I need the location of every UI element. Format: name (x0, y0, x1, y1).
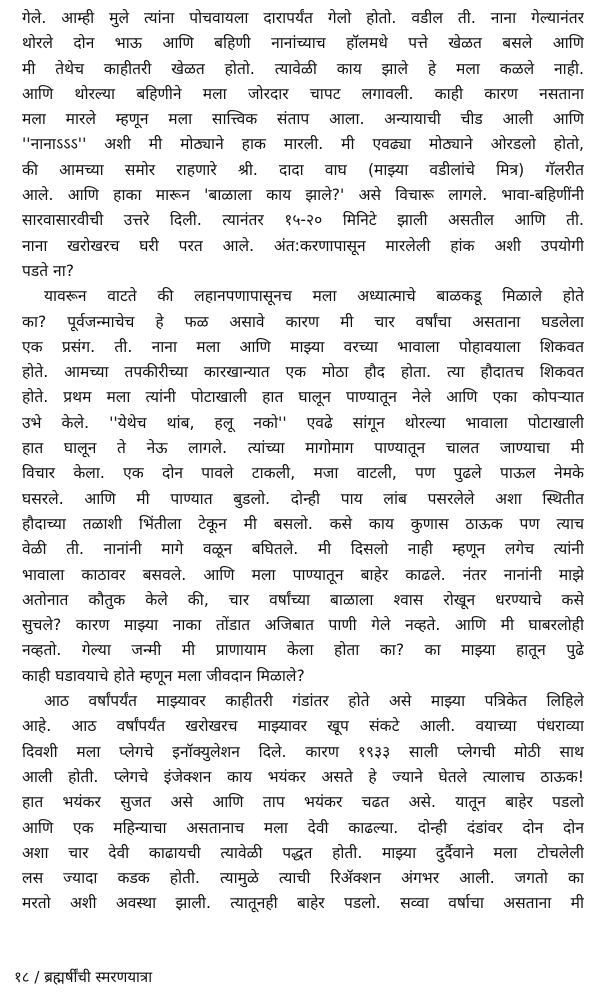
text-line: अशा चार देवी काढायची त्यावेळी पद्धत होती. माझ्या दुर्दैवाने मला टोचलेली (22, 843, 584, 862)
text-line: मला मारले म्हणून मला सात्त्विक संताप आला. अन्यायाची चीड आली आणि (22, 110, 584, 129)
paragraph-3 (22, 689, 584, 917)
page-body (22, 6, 584, 917)
text-line: सुचले? कारण माझ्या नाका तोंडात अजिबात पाणी गेले नव्हते. आणि मी घाबरलोही (22, 616, 584, 635)
page-footer (14, 966, 152, 988)
book-title: ब्रह्मर्षींची स्मरणयात्रा (44, 968, 153, 986)
paragraph-2 (22, 284, 584, 689)
text-line: आठ वर्षांपर्यंत माझ्यावर काहीतरी गंडांतर होते असे माझ्या पत्रिकेत लिहिले (44, 692, 584, 711)
text-line: घसरले. आणि मी पाण्यात बुडलो. दोन्ही पाय लांब पसरलेले अशा स्थितीत (22, 489, 584, 508)
page-number: १८ (14, 968, 30, 986)
text-line: उभे केले. ''येथेच थांब, हलू नको'' एवढे सांगून थोरल्या भावाला पोटाखाली (22, 413, 584, 432)
text-line: मी तेथेच काहीतरी खेळत होतो. त्यावेळी काय झाले हे मला कळले नाही. (22, 59, 584, 78)
footer-separator: / (34, 968, 40, 986)
text-line: दिवशी मला प्लेगचे इनॉक्युलेशन दिले. कारण १९३३ साली प्लेगची मोठी साथ (22, 742, 584, 761)
text-line: आली होती. प्लेगचे इंजेक्शन काय भयंकर असते हे ज्याने घेतले त्यालाच ठाऊक! (22, 767, 584, 786)
text-line: गेले. आम्ही मुले त्यांना पोचवायला दारापर्यंत गेलो होतो. वडील ती. नाना गेल्यानंतर (22, 9, 584, 27)
text-line: होते. प्रथम मला त्यांनी पोटाखाली हात घालून पाण्यातून नेले आणि एका कोपऱ्यात (22, 388, 584, 407)
text-line: अतोनात कौतुक केले की, चार वर्षांच्या बाळाला श्वास रोखून धरण्याचे कसे (22, 590, 584, 609)
text-line: थोरले दोन भाऊ आणि बहिणी नानांच्याच हॉलमधे पत्ते खेळत बसले आणि (22, 34, 584, 53)
text-line: यावरून वाटते की लहानपणापासूनच मला अध्यात्माचे बाळकडू मिळाले होते (44, 287, 584, 306)
paragraph-1 (22, 6, 584, 284)
text-line: आहे. आठ वर्षांपर्यंत खरोखरच माझ्यावर खूप संकटे आली. वयाच्या पंधराव्या (22, 717, 584, 736)
text-line: आणि एक महिन्याचा असतानाच मला देवी काढल्या. दोन्ही दंडांवर दोन दोन (22, 818, 584, 837)
text-line: पडते ना? (22, 261, 75, 280)
text-line: विचार केला. एक दोन पावले टाकली, मजा वाटली, पण पुढले पाऊल नेमके (22, 464, 584, 483)
text-line: काही घडावयाचे होते म्हणून मला जीवदान मिळाले? (22, 666, 305, 685)
text-line: होते. आमच्या तपकीरीच्या कारखान्यात एक मोठा हौद होता. त्या हौदातच शिकवत (22, 363, 584, 382)
text-line: की आमच्या समोर राहणारे श्री. दादा वाघ (माझ्या वडीलांचे मित्र) गॅलरीत (22, 160, 584, 179)
text-line: भावाला काठावर बसवले. आणि मला पाण्यातून बाहेर काढले. नंतर नानांनी माझे (22, 565, 584, 584)
text-line: वेळी ती. नानांनी मागे वळून बघितले. मी दिसलो नाही म्हणून लगेच त्यांनी (22, 540, 584, 559)
text-line: ''नानाऽऽऽ'' अशी मी मोठ्याने हाक मारली. मी एवढ्या मोठ्याने ओरडलो होतो, (22, 135, 584, 154)
text-line: नव्हतो. गेल्या जन्मी मी प्राणायाम केला होता का? का माझ्या हातून पुढे (22, 641, 584, 660)
text-line: आणि थोरल्या बहिणीने मला जोरदार चापट लगावली. काही कारण नसताना (22, 84, 584, 103)
text-line: सारवासारवीची उत्तरे दिली. त्यानंतर १५-२० मिनिटे झाली असतील आणि ती. (22, 211, 584, 230)
text-line: हौदाच्या तळाशी भिंतीला टेकून मी बसलो. कसे काय कुणास ठाऊक पण त्याच (22, 514, 584, 533)
text-line: मरतो अशी अवस्था झाली. त्यातूनही बाहेर पडलो. सव्वा वर्षाचा असताना मी (22, 894, 584, 913)
text-line: आले. आणि हाका मारून 'बाळाला काय झाले?' असे विचारू लागले. भावा-बहिणींनी (22, 186, 584, 205)
text-line: नाना खरोखरच घरी परत आले. अंत:करणापासून मारलेली हांक अशी उपयोगी (22, 236, 584, 255)
text-line: का? पूर्वजन्माचेच हे फळ असावे कारण मी चार वर्षांचा असताना घडलेला (22, 312, 584, 331)
text-line: लस ज्यादा कडक होती. त्यामुळे त्याची रिॲक्शन अंगभर आली. जगतो का (22, 869, 584, 888)
text-line: एक प्रसंग. ती. नाना मला आणि माझ्या वरच्या भावाला पोहावयाला शिकवत (22, 337, 584, 356)
text-line: हात घालून ते नेऊ लागले. त्यांच्या मागोमाग पाण्यातून चालत जाण्याचा मी (22, 439, 584, 458)
text-line: हात भयंकर सुजत असे आणि ताप भयंकर चढत असे. यातून बाहेर पडलो (22, 793, 584, 812)
